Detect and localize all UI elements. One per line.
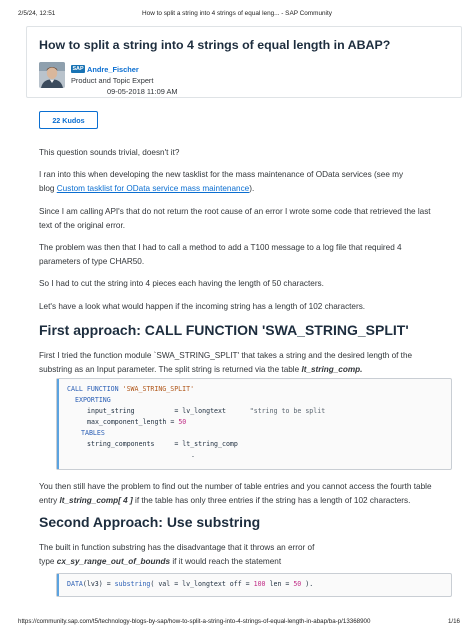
code-text: ( val = lv_longtext off =	[150, 580, 254, 588]
code-text: .	[191, 451, 195, 459]
print-footer	[0, 612, 474, 632]
code-comment: "string to be split	[249, 407, 326, 415]
paragraph-substring-line1: The built in function substring has the disadvantage that it throws an error of	[39, 543, 315, 552]
paragraph-function-module-line2	[39, 363, 412, 377]
code-block-accent	[57, 379, 59, 469]
paragraph-tasklist-suffix: ).	[249, 184, 255, 193]
paragraph-api-line1: Since I am calling API's that do not return the root cause of an error I wrote some code that retrieved the last	[39, 207, 431, 216]
code-string: 'SWA_STRING_SPLIT'	[122, 385, 195, 393]
ref-cx-sy-range: cx_sy_range_out_of_bounds	[56, 557, 171, 566]
paragraph-table-entries-line2	[39, 494, 432, 508]
code-line-1	[67, 384, 194, 395]
code-keyword: EXPORTING	[75, 396, 111, 404]
code-line-2	[75, 395, 111, 406]
paragraph-look: Let's have a look what would happen if the incoming string has a length of 102 characters.	[39, 302, 366, 311]
paragraph-problem-line1: The problem was then that I had to call a method to add a T100 message to a log file that required 4	[39, 243, 402, 252]
paragraph-function-module-line1: First I tried the function module `SWA_STRING_SPLIT' that takes a string and the desired length of the	[39, 351, 413, 360]
code-line-4	[87, 417, 186, 428]
blog-link[interactable]: Custom tasklist for OData service mass maintenance	[56, 184, 250, 193]
print-title: How to split a string into 4 strings of equal leng... - SAP Community	[142, 10, 332, 17]
code-number: 100	[253, 580, 266, 588]
paragraph-api	[39, 205, 431, 233]
code-line-data	[67, 579, 313, 590]
paragraph-substring-prefix: type	[39, 557, 57, 566]
paragraph-api-line2: text of the original error.	[39, 221, 126, 230]
paragraph-tasklist-prefix: blog	[39, 184, 57, 193]
code-block-function-call[interactable]	[56, 378, 452, 470]
code-text: input_string = lv_longtext	[87, 407, 250, 415]
post-header-card	[26, 26, 462, 98]
paragraph-table-entries	[39, 480, 432, 508]
kudos-count: 22 Kudos	[52, 116, 85, 125]
code-text: len =	[265, 580, 294, 588]
paragraph-table-entries-suffix: if the table has only three entries if the string has a length of 102 characters.	[132, 496, 411, 505]
code-block-accent	[57, 574, 59, 596]
paragraph-substring-line2	[39, 555, 314, 569]
code-text: ).	[301, 580, 314, 588]
kudos-button[interactable]	[39, 111, 98, 129]
code-text: string_components = lt_string_comp	[87, 440, 238, 448]
paragraph-tasklist-line1: I ran into this when developing the new tasklist for the mass maintenance of OData services (see my	[39, 170, 404, 179]
paragraph-function-module-prefix: substring as an Input parameter. The split string is returned via the table	[39, 365, 302, 374]
post-date: 09-05-2018 11:09 AM	[107, 87, 178, 96]
heading-second-approach: Second Approach: Use substring	[39, 514, 261, 530]
print-date: 2/5/24, 12:51	[18, 10, 56, 17]
paragraph-tasklist	[39, 168, 403, 196]
paragraph-cut: So I had to cut the string into 4 pieces each having the length of 50 characters.	[39, 279, 324, 288]
author-name-link[interactable]: Andre_Fischer	[87, 65, 139, 74]
code-number: 50	[178, 418, 187, 426]
code-keyword: TABLES	[81, 429, 105, 437]
code-line-5	[81, 428, 105, 439]
code-block-substring[interactable]	[56, 573, 452, 597]
code-text: max_component_length =	[87, 418, 179, 426]
print-header	[0, 0, 474, 20]
code-text: (lv3) =	[82, 580, 115, 588]
heading-first-approach: First approach: CALL FUNCTION 'SWA_STRING_SPLIT'	[39, 322, 409, 338]
paragraph-table-entries-line1: You then still have the problem to find out the number of table entries and you cannot access the fourth table	[39, 482, 432, 491]
paragraph-tasklist-line2	[39, 182, 403, 196]
print-page-number: 1/16	[447, 618, 460, 625]
paragraph-intro: This question sounds trivial, doesn't it?	[39, 148, 180, 157]
post-title: How to split a string into 4 strings of equal length in ABAP?	[39, 38, 391, 52]
paragraph-function-module	[39, 349, 412, 377]
avatar-photo-icon	[39, 62, 65, 88]
code-keyword: substring	[114, 580, 151, 588]
code-number: 50	[293, 580, 302, 588]
code-line-7	[191, 450, 195, 461]
code-line-3	[87, 406, 325, 417]
paragraph-problem-line2: parameters of type CHAR50.	[39, 257, 145, 266]
paragraph-substring	[39, 541, 314, 569]
print-url: https://community.sap.com/t5/technology-blogs-by-sap/how-to-split-a-string-into-4-strings-of-equal-length-in-abap/ba-p/13368900	[18, 618, 371, 625]
ref-lt-string-comp-4: lt_string_comp[ 4 ]	[59, 496, 133, 505]
author-role: Product and Topic Expert	[71, 76, 154, 85]
sap-logo-badge: SAP	[72, 66, 84, 72]
code-line-6	[87, 439, 238, 450]
paragraph-problem	[39, 241, 402, 269]
code-keyword: CALL FUNCTION	[67, 385, 119, 393]
ref-lt-string-comp: lt_string_comp.	[301, 365, 363, 374]
code-keyword: DATA	[67, 580, 83, 588]
paragraph-table-entries-prefix: entry	[39, 496, 60, 505]
paragraph-substring-suffix: if it would reach the statement	[170, 557, 282, 566]
author-avatar[interactable]	[39, 62, 65, 88]
